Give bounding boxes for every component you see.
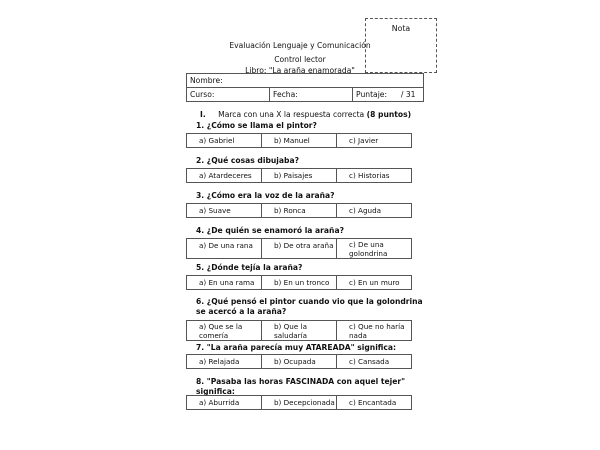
option-a[interactable]: a) Aburrida	[187, 396, 262, 410]
question-5: 5. ¿Dónde tejía la araña?	[196, 263, 303, 272]
option-a[interactable]: a) Gabriel	[187, 134, 262, 148]
question-7: 7. "La araña parecía muy ATAREADA" significa:	[196, 343, 397, 352]
option-b[interactable]: b) En un tronco	[262, 276, 337, 290]
score-total: / 31	[400, 90, 416, 99]
course-field[interactable]: Curso:	[187, 88, 270, 102]
answer-row-5	[186, 275, 412, 290]
grade-label: Nota	[391, 24, 411, 33]
subtitle: Control lector	[274, 55, 326, 64]
option-b[interactable]: b) Manuel	[262, 134, 337, 148]
option-a[interactable]: a) De una rana	[187, 239, 262, 259]
section-instructions	[200, 110, 411, 119]
date-field[interactable]: Fecha:	[270, 88, 353, 102]
option-b[interactable]: b) Decepcionada	[262, 396, 337, 410]
question-8: 8. "Pasaba las horas FASCINADA con aquel tejer" significa:	[196, 377, 406, 396]
question-1: 1. ¿Cómo se llama el pintor?	[196, 121, 317, 130]
option-b[interactable]: b) Ronca	[262, 204, 337, 218]
answer-row-7	[186, 354, 412, 369]
option-a[interactable]: a) Relajada	[187, 355, 262, 369]
question-6: 6. ¿Qué pensó el pintor cuando vio que la golondrina se acercó a la araña?	[196, 297, 423, 316]
book-title: Libro: "La araña enamorada"	[245, 66, 355, 75]
section-numeral: I.	[200, 110, 206, 119]
option-c[interactable]: c) Aguda	[337, 204, 412, 218]
option-b[interactable]: b) Que la saludaría	[262, 321, 337, 341]
answer-row-4	[186, 238, 412, 259]
answer-row-2	[186, 168, 412, 183]
option-a[interactable]: a) Suave	[187, 204, 262, 218]
option-a[interactable]: a) Atardeceres	[187, 169, 262, 183]
title: Evaluación Lenguaje y Comunicación	[229, 41, 371, 50]
option-a[interactable]: a) En una rama	[187, 276, 262, 290]
answer-row-3	[186, 203, 412, 218]
option-b[interactable]: b) Ocupada	[262, 355, 337, 369]
answer-row-6	[186, 320, 412, 341]
question-2: 2. ¿Qué cosas dibujaba?	[196, 156, 299, 165]
answer-row-1	[186, 133, 412, 148]
option-c[interactable]: c) Encantada	[337, 396, 412, 410]
option-c[interactable]: c) En un muro	[337, 276, 412, 290]
score-field[interactable]	[353, 88, 424, 102]
question-4: 4. ¿De quién se enamoró la araña?	[196, 226, 344, 235]
student-info-table	[186, 73, 424, 102]
option-c[interactable]: c) Que no haría nada	[337, 321, 412, 341]
option-c[interactable]: c) Cansada	[337, 355, 412, 369]
option-b[interactable]: b) Paisajes	[262, 169, 337, 183]
section-text: Marca con una X la respuesta correcta	[218, 110, 367, 119]
option-a[interactable]: a) Que se la comería	[187, 321, 262, 341]
score-label: Puntaje:	[356, 90, 388, 99]
option-c[interactable]: c) Javier	[337, 134, 412, 148]
name-field[interactable]: Nombre:	[187, 74, 424, 88]
answer-row-8	[186, 395, 412, 410]
option-c[interactable]: c) De una golondrina	[337, 239, 412, 259]
option-c[interactable]: c) Historias	[337, 169, 412, 183]
option-b[interactable]: b) De otra araña	[262, 239, 337, 259]
question-3: 3. ¿Cómo era la voz de la araña?	[196, 191, 335, 200]
section-points: (8 puntos)	[366, 110, 412, 119]
